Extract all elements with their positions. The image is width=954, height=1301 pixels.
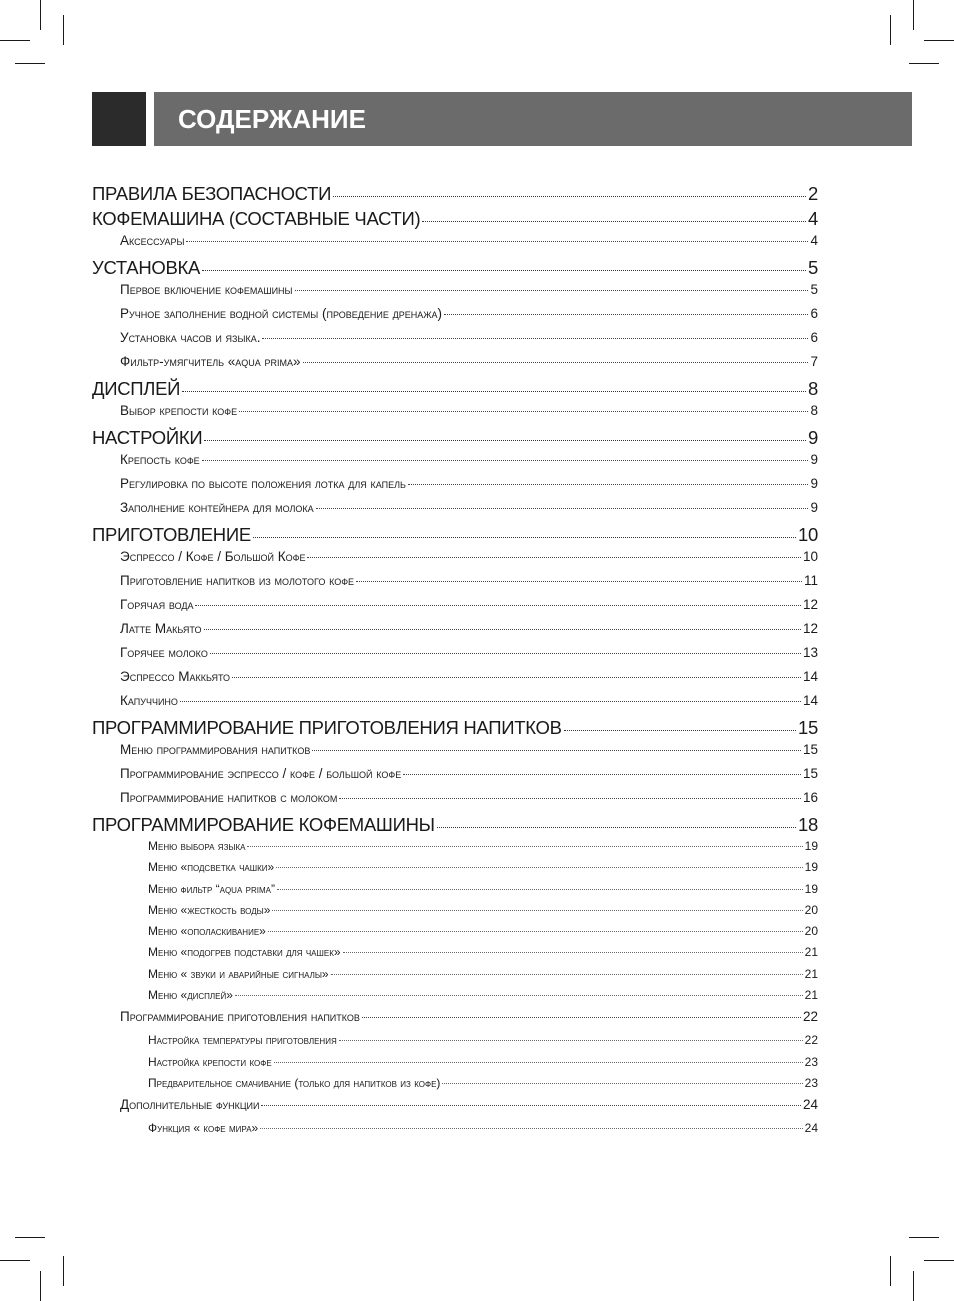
toc-entry-page-number: 12 xyxy=(802,621,818,636)
toc-entry-page-number: 4 xyxy=(808,208,818,229)
toc-entry-title: Меню программирования напитков xyxy=(120,742,311,757)
toc-entry-page-number: 6 xyxy=(810,306,818,321)
toc-entry-title: Установка часов и языка. xyxy=(120,330,261,345)
toc-entry-level-2[interactable] xyxy=(92,403,818,427)
toc-entry-title: Программирование напитков с молоком xyxy=(120,790,338,805)
toc-entry-level-3[interactable] xyxy=(92,967,818,988)
toc-entry-level-3[interactable] xyxy=(92,1121,818,1142)
toc-entry-title: Выбор крепости кофе xyxy=(120,403,238,418)
toc-entry-page-number: 23 xyxy=(804,1054,818,1069)
toc-entry-page-number: 11 xyxy=(803,573,818,588)
dot-leader xyxy=(564,730,796,731)
dot-leader xyxy=(307,557,801,558)
toc-entry-page-number: 19 xyxy=(804,839,818,853)
toc-entry-level-2[interactable] xyxy=(92,549,818,573)
toc-entry-title: Эспрессо / Кофе / Большой Кофе xyxy=(120,549,306,564)
dot-leader xyxy=(202,270,806,271)
toc-entry-page-number: 16 xyxy=(802,790,818,805)
toc-entry-page-number: 10 xyxy=(802,549,818,564)
toc-entry-level-2[interactable] xyxy=(92,354,818,378)
toc-entry-page-number: 9 xyxy=(808,427,818,448)
toc-entry-level-3[interactable] xyxy=(92,903,818,924)
crop-mark xyxy=(0,1260,30,1261)
toc-entry-level-2[interactable] xyxy=(92,790,818,814)
toc-entry-level-1[interactable] xyxy=(92,378,818,403)
toc-entry-page-number: 21 xyxy=(804,988,818,1003)
dot-leader xyxy=(276,867,802,868)
toc-entry-page-number: 21 xyxy=(804,945,818,960)
crop-mark xyxy=(63,15,64,45)
toc-entry-page-number: 15 xyxy=(802,742,818,757)
toc-entry-page-number: 10 xyxy=(798,524,818,545)
toc-entry-page-number: 24 xyxy=(802,1097,818,1113)
dot-leader xyxy=(339,798,801,799)
toc-entry-title: Ручное заполнение водной системы (проведение дренажа) xyxy=(120,306,443,321)
dot-leader xyxy=(422,221,806,222)
dot-leader xyxy=(303,362,809,363)
dot-leader xyxy=(272,910,802,911)
toc-entry-page-number: 18 xyxy=(798,814,818,835)
toc-entry-title: Меню фильтр “aqua prima” xyxy=(148,881,275,896)
toc-entry-title: Меню «дисплей» xyxy=(148,988,233,1003)
toc-entry-title: Настройка температуры приготовления xyxy=(148,1033,337,1048)
toc-entry-level-2[interactable] xyxy=(92,1009,818,1033)
toc-entry-level-1[interactable] xyxy=(92,814,818,839)
dot-leader xyxy=(268,931,803,932)
dot-leader xyxy=(262,338,808,339)
toc-entry-page-number: 9 xyxy=(810,500,818,515)
toc-entry-title: Меню «подогрев подставки для чашек» xyxy=(148,945,341,960)
toc-entry-page-number: 5 xyxy=(808,257,818,278)
toc-entry-page-number: 15 xyxy=(798,717,818,738)
crop-mark xyxy=(909,63,939,64)
toc-entry-page-number: 15 xyxy=(802,766,818,781)
toc-entry-title: Меню «ополаскивание» xyxy=(148,924,266,939)
toc-entry-title: Дополнительные функции xyxy=(120,1097,260,1113)
toc-entry-title: Регулировка по высоте положения лотка для капель xyxy=(120,476,406,491)
crop-mark xyxy=(924,1260,954,1261)
toc-entry-title: Меню «жесткость воды» xyxy=(148,902,271,917)
toc-entry-title: Горячая вода xyxy=(120,597,194,612)
toc-entry-page-number: 22 xyxy=(804,1033,818,1048)
toc-entry-level-3[interactable] xyxy=(92,945,818,966)
toc-entry-page-number: 19 xyxy=(804,881,818,896)
toc-entry-level-2[interactable] xyxy=(92,233,818,257)
toc-entry-title: ПРОГРАММИРОВАНИЕ ПРИГОТОВЛЕНИЯ НАПИТКОВ xyxy=(92,717,562,738)
toc-entry-page-number: 24 xyxy=(804,1121,818,1136)
toc-entry-level-3[interactable] xyxy=(92,882,818,903)
toc-entry-title: Функция « кофе мира» xyxy=(148,1121,259,1136)
toc-entry-title: Крепость кофе xyxy=(120,452,200,467)
toc-entry-title: Латте Макьято xyxy=(120,621,202,636)
toc-entry-title: Меню « звуки и аварийные сигналы» xyxy=(148,966,329,981)
toc-entry-level-2[interactable] xyxy=(92,573,818,597)
toc-entry-level-3[interactable] xyxy=(92,839,818,860)
dot-leader xyxy=(260,1128,802,1129)
toc-entry-title: КОФЕМАШИНА (СОСТАВНЫЕ ЧАСТИ) xyxy=(92,208,421,229)
toc-entry-page-number: 4 xyxy=(810,233,818,248)
header-accent-block xyxy=(92,92,146,146)
toc-entry-page-number: 2 xyxy=(808,183,818,204)
toc-entry-level-3[interactable] xyxy=(92,1055,818,1076)
toc-entry-title: НАСТРОЙКИ xyxy=(92,427,203,448)
toc-entry-level-1[interactable] xyxy=(92,427,818,452)
dot-leader xyxy=(312,750,801,751)
dot-leader xyxy=(339,1040,803,1041)
toc-entry-level-2[interactable] xyxy=(92,645,818,669)
toc-entry-title: Аксессуары xyxy=(120,233,185,248)
toc-entry-title: Настройка крепости кофе xyxy=(148,1054,272,1069)
dot-leader xyxy=(362,1017,801,1018)
dot-leader xyxy=(277,889,803,890)
toc-entry-title: Программирование приготовления напитков xyxy=(120,1009,360,1025)
toc-entry-level-3[interactable] xyxy=(92,1033,818,1054)
toc-entry-level-2[interactable] xyxy=(92,742,818,766)
toc-entry-title: ПРИГОТОВЛЕНИЕ xyxy=(92,524,251,545)
toc-entry-level-2[interactable] xyxy=(92,597,818,621)
crop-mark xyxy=(924,40,954,41)
crop-mark xyxy=(890,1256,891,1286)
dot-leader xyxy=(195,605,800,606)
table-of-contents xyxy=(92,183,818,1143)
toc-entry-title: Программирование эспрессо / кофе / большой кофе xyxy=(120,766,402,781)
toc-entry-level-1[interactable] xyxy=(92,257,818,282)
toc-entry-page-number: 13 xyxy=(802,645,818,660)
toc-entry-level-2[interactable] xyxy=(92,669,818,693)
crop-mark xyxy=(913,1271,914,1301)
toc-entry-title: Фильтр-умягчитель «aqua prima» xyxy=(120,354,301,369)
toc-entry-level-2[interactable] xyxy=(92,306,818,330)
toc-entry-page-number: 8 xyxy=(808,378,818,399)
toc-entry-title: Горячее молоко xyxy=(120,645,208,660)
dot-leader xyxy=(316,508,809,509)
toc-entry-level-1[interactable] xyxy=(92,717,818,742)
page-title: СОДЕРЖАНИЕ xyxy=(154,92,912,146)
dot-leader xyxy=(204,629,801,630)
dot-leader xyxy=(232,677,801,678)
crop-mark xyxy=(40,0,41,30)
crop-mark xyxy=(15,1237,45,1238)
crop-mark xyxy=(913,0,914,30)
dot-leader xyxy=(210,653,801,654)
toc-entry-level-2[interactable] xyxy=(92,452,818,476)
dot-leader xyxy=(204,440,806,441)
toc-entry-level-2[interactable] xyxy=(92,693,818,717)
toc-entry-level-3[interactable] xyxy=(92,924,818,945)
toc-entry-page-number: 14 xyxy=(802,693,818,708)
toc-entry-title: Меню «подсветка чашки» xyxy=(148,860,275,875)
toc-entry-level-1[interactable] xyxy=(92,208,818,233)
toc-entry-title: Капуччино xyxy=(120,693,178,708)
toc-entry-title: Эспрессо Маккьято xyxy=(120,669,231,684)
crop-mark xyxy=(15,63,45,64)
crop-mark xyxy=(890,15,891,45)
dot-leader xyxy=(180,701,801,702)
toc-entry-level-1[interactable] xyxy=(92,183,818,208)
crop-mark xyxy=(909,1237,939,1238)
toc-entry-level-2[interactable] xyxy=(92,1097,818,1121)
toc-entry-title: ПРОГРАММИРОВАНИЕ КОФЕМАШИНЫ xyxy=(92,814,435,835)
crop-mark xyxy=(63,1256,64,1286)
toc-entry-title: Первое включение кофемашины xyxy=(120,282,293,297)
toc-entry-page-number: 23 xyxy=(804,1075,818,1090)
toc-entry-level-3[interactable] xyxy=(92,860,818,881)
dot-leader xyxy=(235,995,803,996)
dot-leader xyxy=(331,974,803,975)
dot-leader xyxy=(182,391,806,392)
toc-entry-level-2[interactable] xyxy=(92,476,818,500)
toc-entry-page-number: 6 xyxy=(810,330,818,345)
toc-entry-page-number: 21 xyxy=(804,966,818,981)
toc-entry-title: Предварительное смачивание (только для напитков из кофе) xyxy=(148,1075,441,1090)
dot-leader xyxy=(343,952,803,953)
toc-entry-level-2[interactable] xyxy=(92,766,818,790)
dot-leader xyxy=(356,581,802,582)
dot-leader xyxy=(444,314,808,315)
dot-leader xyxy=(295,290,809,291)
toc-entry-level-2[interactable] xyxy=(92,330,818,354)
crop-mark xyxy=(0,40,30,41)
toc-entry-page-number: 8 xyxy=(810,403,818,418)
crop-mark xyxy=(40,1271,41,1301)
toc-entry-title: ДИСПЛЕЙ xyxy=(92,378,181,399)
toc-entry-title: Меню выбора языка xyxy=(148,839,246,853)
toc-entry-page-number: 20 xyxy=(804,902,818,917)
dot-leader xyxy=(253,537,796,538)
toc-entry-level-3[interactable] xyxy=(92,988,818,1009)
toc-entry-level-2[interactable] xyxy=(92,282,818,306)
toc-entry-title: Заполнение контейнера для молока xyxy=(120,500,314,515)
dot-leader xyxy=(408,484,809,485)
dot-leader xyxy=(274,1062,803,1063)
toc-entry-page-number: 22 xyxy=(802,1009,818,1025)
dot-leader xyxy=(239,411,808,412)
toc-entry-level-1[interactable] xyxy=(92,524,818,549)
toc-entry-page-number: 12 xyxy=(802,597,818,612)
dot-leader xyxy=(186,241,808,242)
toc-entry-page-number: 7 xyxy=(810,354,818,369)
toc-entry-title: Приготовление напитков из молотого кофе xyxy=(120,573,355,588)
toc-entry-level-3[interactable] xyxy=(92,1076,818,1097)
toc-entry-page-number: 5 xyxy=(810,282,818,297)
toc-entry-level-2[interactable] xyxy=(92,621,818,645)
toc-entry-title: УСТАНОВКА xyxy=(92,257,201,278)
toc-entry-page-number: 14 xyxy=(802,669,818,684)
toc-entry-title: ПРАВИЛА БЕЗОПАСНОСТИ xyxy=(92,183,332,204)
dot-leader xyxy=(247,846,802,847)
dot-leader xyxy=(202,460,809,461)
toc-entry-page-number: 19 xyxy=(804,860,818,875)
toc-entry-page-number: 9 xyxy=(810,476,818,491)
toc-entry-page-number: 9 xyxy=(810,452,818,467)
dot-leader xyxy=(442,1083,802,1084)
dot-leader xyxy=(403,774,801,775)
dot-leader xyxy=(261,1105,801,1106)
toc-entry-page-number: 20 xyxy=(804,924,818,939)
toc-entry-level-2[interactable] xyxy=(92,500,818,524)
dot-leader xyxy=(333,196,806,197)
dot-leader xyxy=(437,827,796,828)
